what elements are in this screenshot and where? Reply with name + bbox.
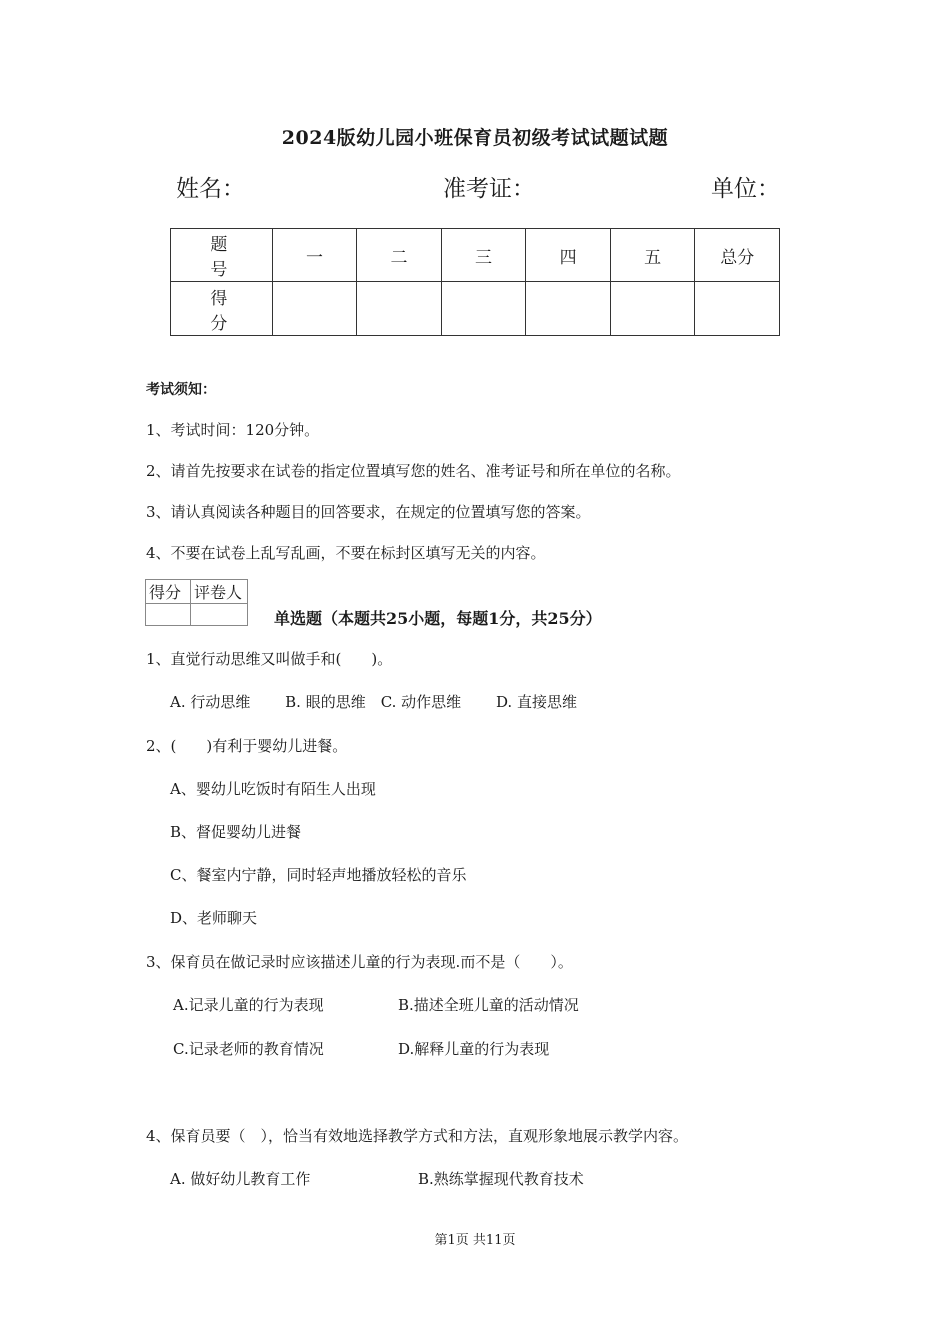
grader-score-cell[interactable] <box>146 604 191 626</box>
score-entry-cell[interactable] <box>272 282 357 336</box>
score-table <box>170 228 780 336</box>
score-entry-cell[interactable] <box>695 282 780 336</box>
grader-box <box>145 579 248 626</box>
question-option: C.记录老师的教育情况 <box>173 1040 324 1058</box>
score-entry-cell[interactable] <box>610 282 695 336</box>
page-title: 2024版幼儿园小班保育员初级考试试题试题 <box>281 127 669 149</box>
question-stem: 1、直觉行动思维又叫做手和( )。 <box>146 650 393 668</box>
score-table-cell: 总分 <box>695 229 780 282</box>
question-option: D、老师聊天 <box>170 909 258 927</box>
question-option: D.解释儿童的行为表现 <box>398 1040 550 1058</box>
score-entry-cell[interactable] <box>441 282 526 336</box>
grader-score-label: 得分 <box>146 580 191 604</box>
notice-item: 4、不要在试卷上乱写乱画，不要在标封区填写无关的内容。 <box>146 544 546 562</box>
question-option: A、婴幼儿吃饭时有陌生人出现 <box>170 780 376 798</box>
section-title: 单选题（本题共25小题，每题1分，共25分） <box>274 609 602 628</box>
question-option: A. 做好幼儿教育工作 <box>170 1170 311 1188</box>
name-field-label: 姓名： <box>176 176 245 202</box>
question-option: A.记录儿童的行为表现 <box>173 996 324 1014</box>
question-option: B.描述全班儿童的活动情况 <box>398 996 579 1014</box>
score-table-cell: 二 <box>357 229 442 282</box>
score-table-cell: 三 <box>441 229 526 282</box>
grader-name-label: 评卷人 <box>191 580 248 604</box>
score-table-cell: 四 <box>526 229 611 282</box>
score-entry-cell[interactable] <box>526 282 611 336</box>
score-table-cell: 一 <box>272 229 357 282</box>
unit-field-label: 单位： <box>711 176 780 202</box>
grader-name-cell[interactable] <box>191 604 248 626</box>
notice-heading: 考试须知： <box>146 382 216 398</box>
score-entry-cell[interactable] <box>357 282 442 336</box>
question-stem: 2、( )有利于婴幼儿进餐。 <box>146 737 348 755</box>
question-stem: 3、保育员在做记录时应该描述儿童的行为表现.而不是（ ）。 <box>146 953 573 971</box>
score-table-cell: 五 <box>610 229 695 282</box>
question-stem: 4、保育员要（ ），恰当有效地选择教学方式和方法，直观形象地展示教学内容。 <box>146 1127 689 1145</box>
score-table-score-row <box>171 282 780 336</box>
ticket-field-label: 准考证： <box>443 176 535 202</box>
score-table-cell: 得 分 <box>171 282 273 336</box>
score-table-header-row <box>171 229 780 282</box>
notice-item: 3、请认真阅读各种题目的回答要求，在规定的位置填写您的答案。 <box>146 503 591 521</box>
notice-item: 1、考试时间：120分钟。 <box>146 421 320 439</box>
page-footer: 第1页 共11页 <box>434 1233 516 1248</box>
question-option: B.熟练掌握现代教育技术 <box>418 1170 584 1188</box>
score-table-cell: 题 号 <box>171 229 273 282</box>
question-options: A. 行动思维 B. 眼的思维 C. 动作思维 D. 直接思维 <box>170 693 577 711</box>
notice-item: 2、请首先按要求在试卷的指定位置填写您的姓名、准考证号和所在单位的名称。 <box>146 462 681 480</box>
question-option: B、督促婴幼儿进餐 <box>170 823 302 841</box>
question-option: C、餐室内宁静，同时轻声地播放轻松的音乐 <box>170 866 467 884</box>
